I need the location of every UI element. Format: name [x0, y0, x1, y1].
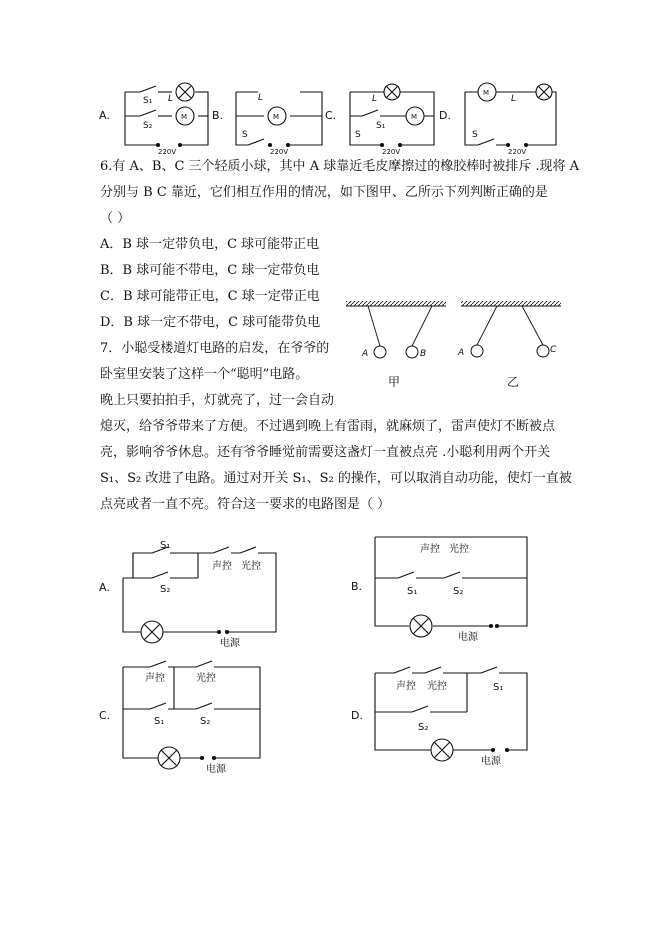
q7c-s1-label: S₁ — [154, 716, 165, 727]
q7b-s1-label: S₁ — [407, 586, 418, 597]
q7-line-1: 7．小聪受楼道灯电路的启发，在爷爷的 — [100, 341, 330, 356]
q7d-guangkong-label: 光控 — [427, 681, 447, 692]
q6-option-d: D．B 球一定不带电，C 球可能带负电 — [100, 315, 321, 330]
q7b-shengkong-label: 声控 — [420, 544, 440, 555]
q5b-l-label: L — [258, 93, 264, 103]
q7d-s1-label: S₁ — [493, 682, 504, 693]
q7a-guangkong-label: 光控 — [241, 561, 261, 572]
q6-ball-b-label: B — [420, 349, 427, 359]
q7b-s2-label: S₂ — [453, 586, 464, 597]
q5-option-c: C. — [325, 109, 337, 122]
q5b-voltage: 220V — [270, 148, 289, 156]
q7-circuit-c — [123, 661, 260, 769]
q7a-s1-label: S₁ — [160, 540, 171, 551]
q6-line-1: 6.有 A、B、C 三个轻质小球，其中 A 球靠近毛皮摩擦过的橡胶棒时被排斥 .现将 A — [100, 159, 579, 174]
q6-line-2: 分别与 B C 靠近，它们相互作用的情况，如下图甲、乙所示下列判断正确的是 — [100, 185, 548, 200]
q7a-s2-label: S₂ — [160, 584, 171, 595]
q7c-shengkong-label: 声控 — [145, 673, 165, 684]
q7c-guangkong-label: 光控 — [196, 673, 216, 684]
q7d-shengkong-label: 声控 — [396, 681, 416, 692]
q5d-m-label: M — [483, 89, 490, 97]
q7-option-b: B. — [351, 580, 363, 593]
q7d-power-label: 电源 — [481, 756, 501, 767]
q7-option-c: C. — [99, 709, 111, 722]
q5a-voltage: 220V — [158, 148, 177, 156]
q6-caption-jia: 甲 — [388, 375, 401, 389]
q7d-s2-label: S₂ — [418, 722, 429, 733]
q5-option-b: B. — [212, 109, 224, 122]
q6-ball-a-label: A — [362, 349, 369, 359]
q5a-l-label: L — [168, 94, 174, 104]
q6-option-b: B．B 球可能不带电，C 球一定带负电 — [100, 263, 320, 278]
q5a-m-label: M — [181, 113, 188, 121]
q7-line-6: S₁、S₂ 改进了电路。通过对开关 S₁、S₂ 的操作，可以取消自动功能，使灯一直被 — [100, 471, 572, 486]
q7c-s2-label: S₂ — [200, 716, 211, 727]
q5c-s1-label: S₁ — [376, 121, 386, 131]
q5c-voltage: 220V — [382, 148, 401, 156]
q5a-s2-label: S₂ — [143, 121, 153, 131]
q6-option-c: C．B 球可能带正电，C 球一定带正电 — [100, 289, 320, 304]
q6-ball-a2-label: A — [458, 348, 465, 358]
q5-option-d: D. — [439, 109, 451, 122]
q7b-power-label: 电源 — [458, 632, 478, 643]
q7-line-7: 点亮或者一直不亮。符合这一要求的电路图是（ ） — [100, 497, 391, 512]
q7-line-3: 晚上只要拍拍手，灯就亮了，过一会自动 — [100, 393, 335, 408]
q7-option-a: A. — [99, 581, 110, 594]
q7-line-4: 熄灭，给爷爷带来了方便。不过遇到晚上有雷雨，就麻烦了，雷声使灯不断被点 — [100, 419, 556, 434]
q6-option-a: A．B 球一定带负电，C 球可能带正电 — [100, 237, 320, 252]
q7-line-5: 亮，影响爷爷休息。还有爷爷睡觉前需要这盏灯一直被点亮 .小聪利用两个开关 — [100, 445, 551, 460]
q7-option-d: D. — [351, 709, 363, 722]
q6-ball-c-label: C — [550, 345, 557, 355]
q5-option-a: A. — [99, 109, 110, 122]
q7a-power-label: 电源 — [220, 638, 240, 649]
q7a-shengkong-label: 声控 — [212, 561, 232, 572]
q5b-m-label: M — [273, 113, 280, 121]
q7c-power-label: 电源 — [206, 764, 226, 775]
q5c-m-label: M — [411, 113, 418, 121]
q6-answer-bracket: （ ） — [100, 211, 131, 226]
q7b-guangkong-label: 光控 — [449, 544, 469, 555]
q5c-s-label: S — [355, 130, 361, 140]
q5b-s-label: S — [242, 130, 248, 140]
q5a-s1-label: S₁ — [143, 96, 153, 106]
q5c-l-label: L — [372, 94, 378, 104]
q5d-s-label: S — [472, 130, 478, 140]
q7-line-2: 卧室里安装了这样一个“聪明”电路。 — [100, 367, 309, 382]
q5d-l-label: L — [511, 94, 517, 104]
q6-caption-yi: 乙 — [507, 375, 520, 389]
q5d-voltage: 220V — [508, 148, 527, 156]
